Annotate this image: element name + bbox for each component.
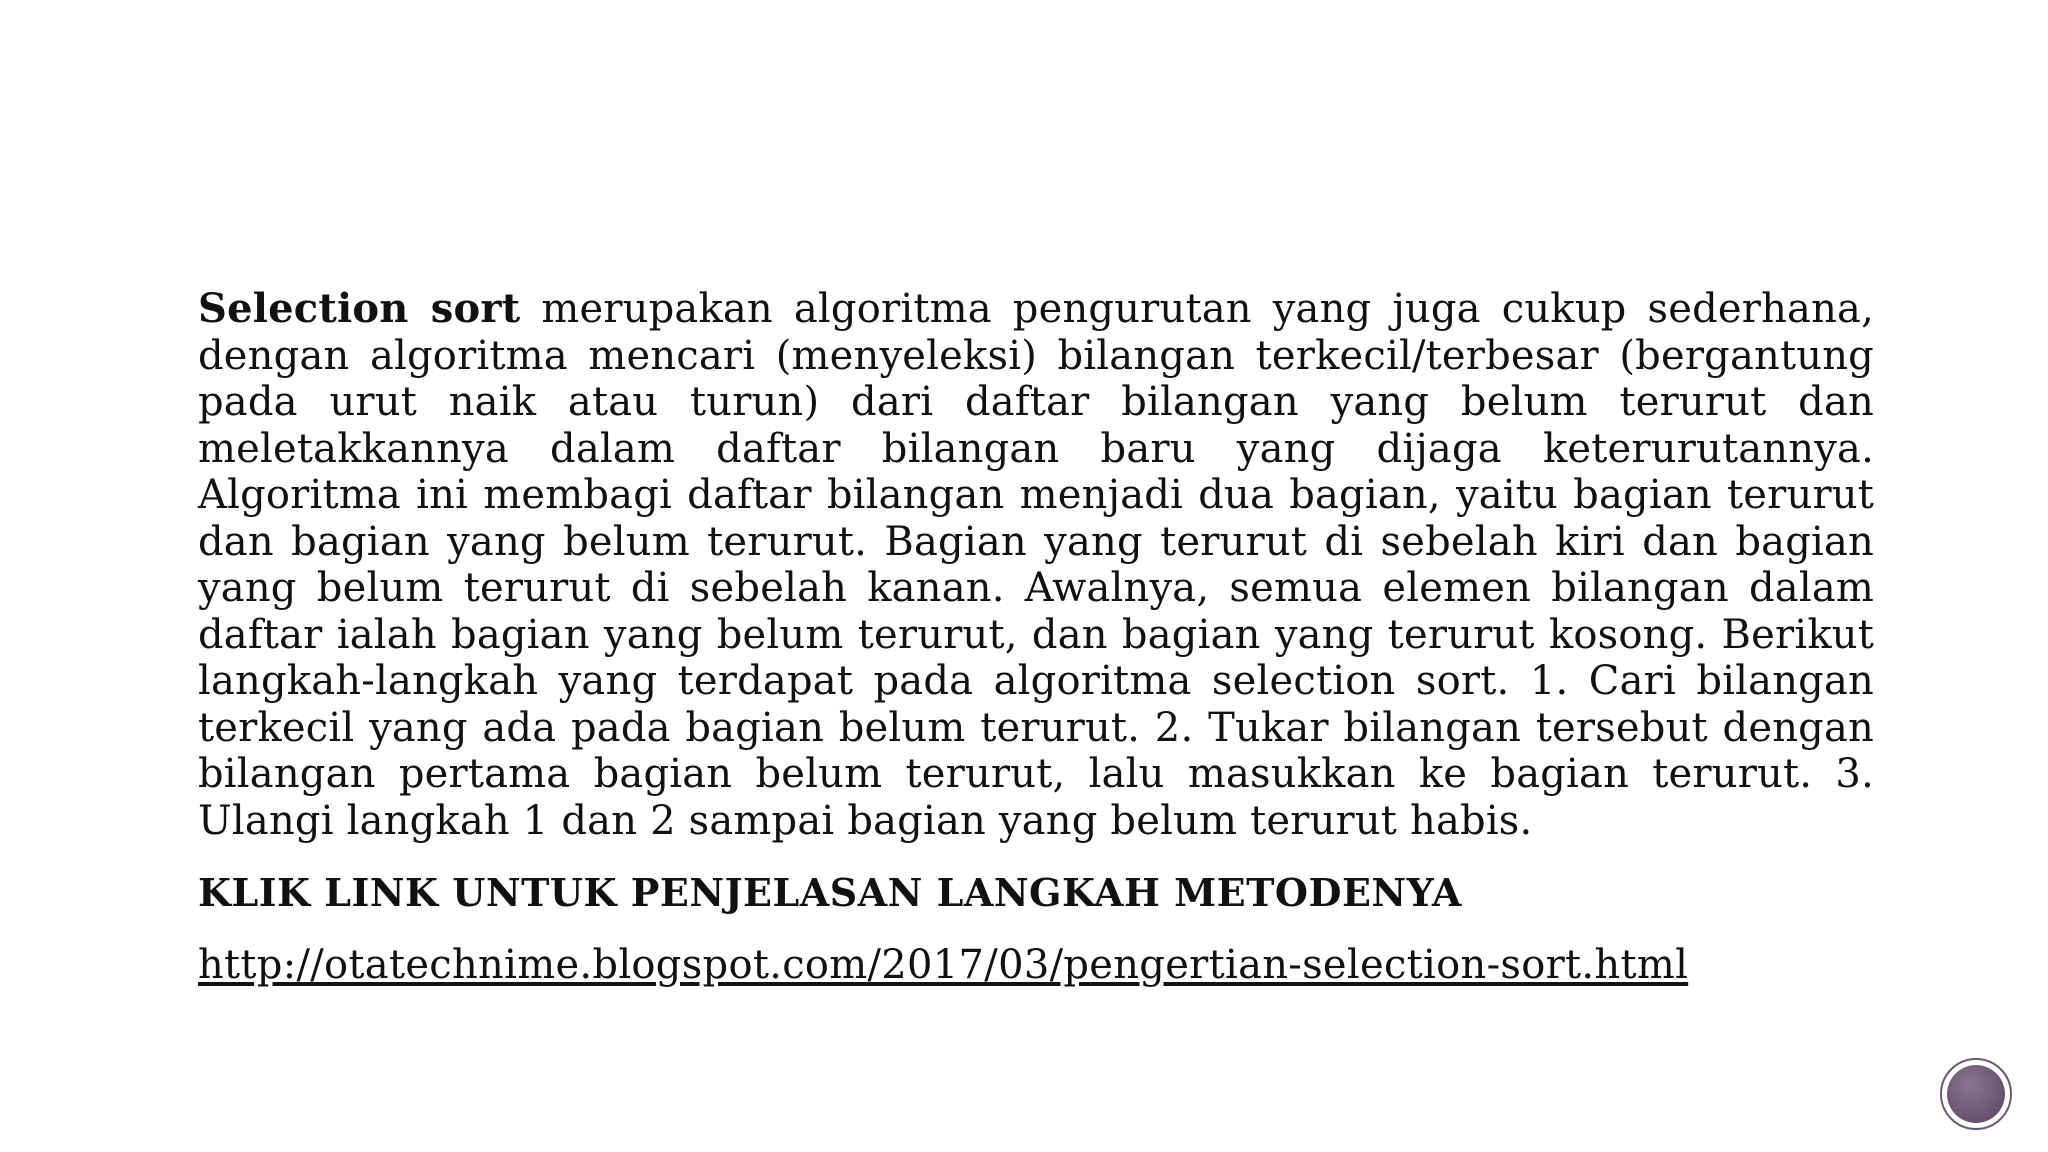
slide-content	[198, 286, 1874, 988]
reference-link[interactable]: http://otatechnime.blogspot.com/2017/03/pengertian-selection-sort.html	[198, 942, 1689, 988]
slide-nav-circle-icon[interactable]	[1940, 1058, 2012, 1130]
slide-nav-circle-inner	[1947, 1065, 2005, 1123]
link-heading: KLIK LINK UNTUK PENJELASAN LANGKAH METODENYA	[198, 870, 1462, 915]
paragraph-term: Selection sort	[198, 285, 521, 332]
body-paragraph	[198, 286, 1874, 844]
paragraph-body: merupakan algoritma pengurutan yang juga cukup sederhana, dengan algoritma mencari (menyeleksi) bilangan terkecil/terbesar (bergantung pada urut naik atau turun) dari daftar bilangan yang belum terurut dan meletakkannya dalam daftar bilangan baru yang dijaga keterurutannya. Algoritma ini membagi daftar bilangan menjadi dua bagian, yaitu bagian terurut dan bagian yang belum terurut. Bagian yang terurut di sebelah kiri dan bagian yang belum terurut di sebelah kanan. Awalnya, semua elemen bilangan dalam daftar ialah bagian yang belum terurut, dan bagian yang terurut kosong. Berikut langkah-langkah yang terdapat pada algoritma selection sort. 1. Cari bilangan terkecil yang ada pada bagian belum terurut. 2. Tukar bilangan tersebut dengan bilangan pertama bagian belum terurut, lalu masukkan ke bagian terurut. 3. Ulangi langkah 1 dan 2 sampai bagian yang belum terurut habis.	[198, 286, 1875, 844]
